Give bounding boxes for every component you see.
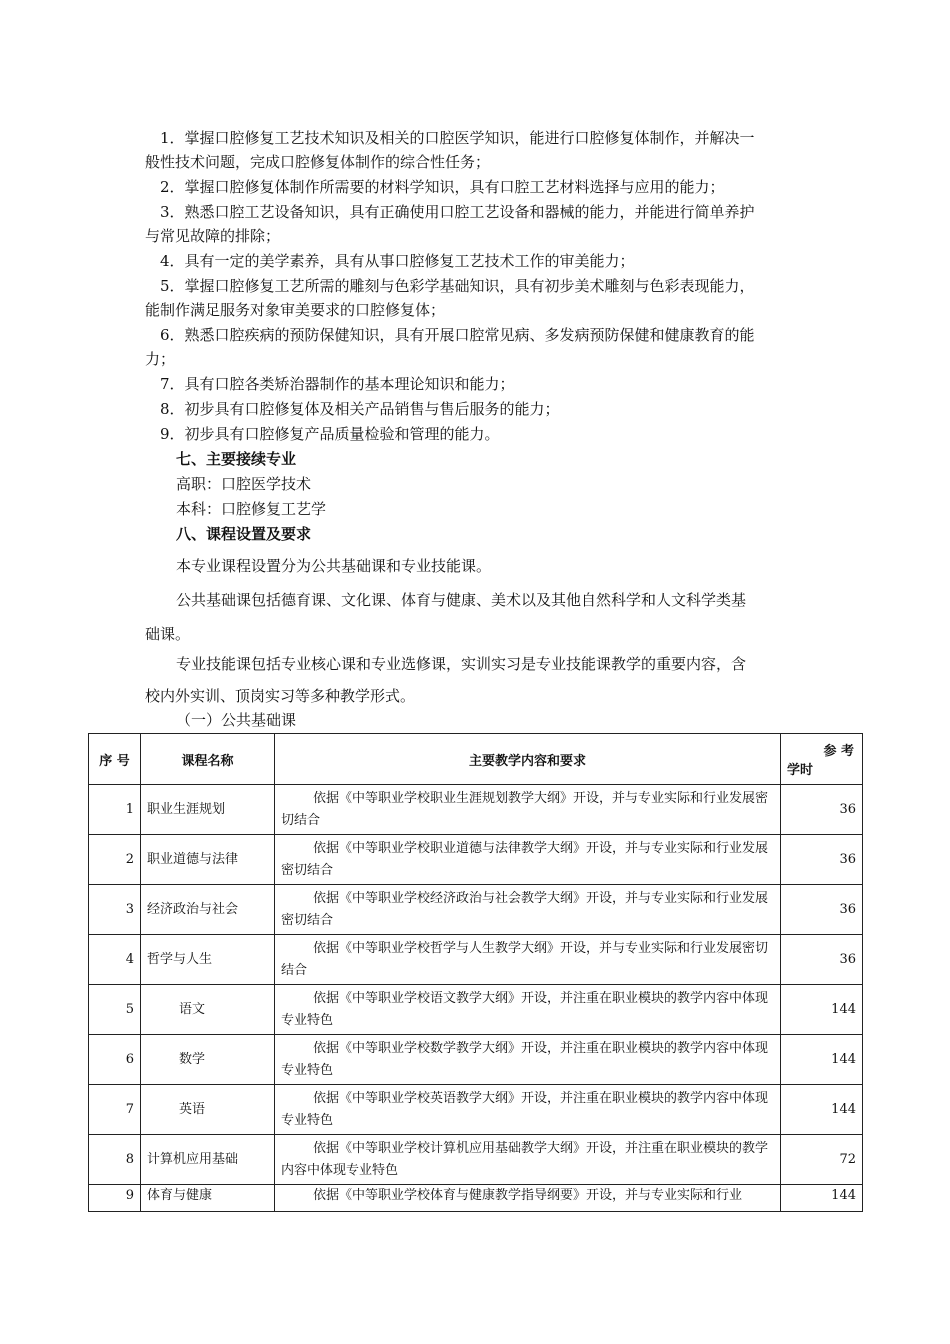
paragraph-line: 本专业课程设置分为公共基础课和专业技能课。 [176,557,492,575]
row-hours: 36 [781,935,863,985]
row-description: 依据《中等职业学校体育与健康教学指导纲要》开设，并与专业实际和行业 [275,1185,781,1212]
row-num: 9 [89,1185,141,1212]
table-row [89,785,863,835]
row-description: 依据《中等职业学校经济政治与社会教学大纲》开设，并与专业实际和行业发展密切结合 [275,885,781,935]
paragraph-line: 1．掌握口腔修复工艺技术知识及相关的口腔医学知识，能进行口腔修复体制作，并解决一 [160,129,755,147]
row-course-name: 职业道德与法律 [141,835,275,885]
row-course-name: 体育与健康 [141,1185,275,1212]
bachelor-line: 本科：口腔修复工艺学 [176,500,327,518]
header-num: 序 号 [89,734,141,785]
row-description: 依据《中等职业学校语文教学大纲》开设，并注重在职业模块的教学内容中体现专业特色 [275,985,781,1035]
table-row [89,1085,863,1135]
header-hours [781,734,863,785]
row-hours: 144 [781,1085,863,1135]
table-row [89,885,863,935]
row-hours: 144 [781,1035,863,1085]
row-hours: 144 [781,1185,863,1212]
row-course-name: 计算机应用基础 [141,1135,275,1185]
higher-education-line: 高职：口腔医学技术 [176,475,312,493]
row-num: 2 [89,835,141,885]
row-num: 8 [89,1135,141,1185]
paragraph-line: 力； [145,350,176,368]
course-table [88,733,863,1212]
paragraph-line: 能制作满足服务对象审美要求的口腔修复体； [145,301,446,319]
paragraph-line: 与常见故障的排除； [145,227,281,245]
row-description: 依据《中等职业学校哲学与人生教学大纲》开设，并与专业实际和行业发展密切结合 [275,935,781,985]
subsection-heading: （一）公共基础课 [176,711,297,729]
paragraph-line: 校内外实训、顶岗实习等多种教学形式。 [145,687,416,705]
section-heading: 七、主要接续专业 [176,450,297,468]
row-hours: 72 [781,1135,863,1185]
paragraph-line: 5．掌握口腔修复工艺所需的雕刻与色彩学基础知识，具有初步美术雕刻与色彩表现能力， [160,277,755,295]
row-description: 依据《中等职业学校职业道德与法律教学大纲》开设，并与专业实际和行业发展密切结合 [275,835,781,885]
row-description: 依据《中等职业学校职业生涯规划教学大纲》开设，并与专业实际和行业发展密切结合 [275,785,781,835]
row-course-name: 职业生涯规划 [141,785,275,835]
row-num: 4 [89,935,141,985]
paragraph-line: 8．初步具有口腔修复体及相关产品销售与售后服务的能力； [160,400,560,418]
table-header-row [89,734,863,785]
table-row [89,985,863,1035]
paragraph-line: 9．初步具有口腔修复产品质量检验和管理的能力。 [160,425,500,443]
header-name: 课程名称 [141,734,275,785]
row-hours: 36 [781,835,863,885]
table-row [89,835,863,885]
row-course-name: 经济政治与社会 [141,885,275,935]
paragraph-line: 般性技术问题，完成口腔修复体制作的综合性任务； [145,153,491,171]
row-num: 3 [89,885,141,935]
row-hours: 36 [781,885,863,935]
row-num: 7 [89,1085,141,1135]
header-desc: 主要教学内容和要求 [275,734,781,785]
paragraph-line: 专业技能课包括专业核心课和专业选修课，实训实习是专业技能课教学的重要内容，含 [176,655,747,673]
paragraph-line: 2．掌握口腔修复体制作所需要的材料学知识，具有口腔工艺材料选择与应用的能力； [160,178,725,196]
table-row [89,1035,863,1085]
row-course-name: 英语 [141,1085,275,1135]
row-course-name: 哲学与人生 [141,935,275,985]
row-num: 6 [89,1035,141,1085]
header-hours-line2: 学时 [787,763,814,778]
row-description: 依据《中等职业学校数学教学大纲》开设，并注重在职业模块的教学内容中体现专业特色 [275,1035,781,1085]
paragraph-line: 4．具有一定的美学素养，具有从事口腔修复工艺技术工作的审美能力； [160,252,635,270]
section-heading: 八、课程设置及要求 [176,525,312,543]
row-description: 依据《中等职业学校计算机应用基础教学大纲》开设，并注重在职业模块的教学内容中体现专业特色 [275,1135,781,1185]
header-hours-line1: 参 考 [823,744,854,759]
row-hours: 36 [781,785,863,835]
table-row [89,1135,863,1185]
table-row [89,935,863,985]
table-row [89,1185,863,1212]
paragraph-line: 3．熟悉口腔工艺设备知识，具有正确使用口腔工艺设备和器械的能力，并能进行简单养护 [160,203,755,221]
paragraph-line: 6．熟悉口腔疾病的预防保健知识，具有开展口腔常见病、多发病预防保健和健康教育的能 [160,326,755,344]
paragraph-line: 础课。 [145,625,191,643]
row-course-name: 数学 [141,1035,275,1085]
row-num: 1 [89,785,141,835]
paragraph-line: 公共基础课包括德育课、文化课、体育与健康、美术以及其他自然科学和人文科学类基 [176,591,747,609]
row-description: 依据《中等职业学校英语教学大纲》开设，并注重在职业模块的教学内容中体现专业特色 [275,1085,781,1135]
row-num: 5 [89,985,141,1035]
row-hours: 144 [781,985,863,1035]
row-course-name: 语文 [141,985,275,1035]
paragraph-line: 7．具有口腔各类矫治器制作的基本理论知识和能力； [160,375,515,393]
